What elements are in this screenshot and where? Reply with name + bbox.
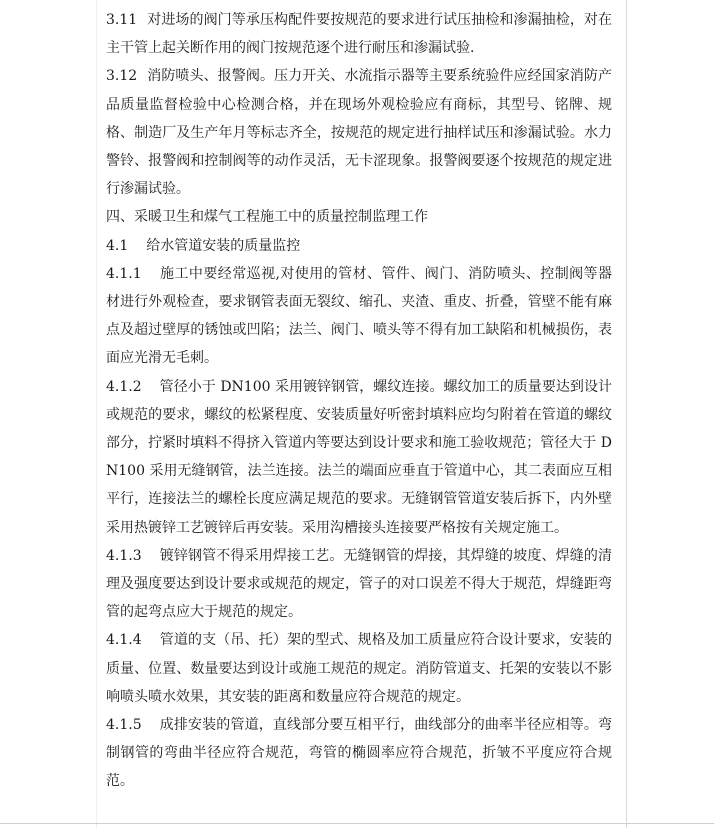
paragraph-4-1-1 <box>106 260 612 373</box>
page-bottom-edge <box>0 823 714 824</box>
section-number: 3.12 <box>106 68 138 85</box>
section-number: 4.1.5 <box>106 717 142 734</box>
paragraph-text: 消防喷头、报警阀。压力开关、水流指示器等主要系统验件应经国家消防产品质量监督检验中心检测合格，并在现场外观检验应有商标，其型号、铭牌、规格、制造厂及生产年月等标志齐全，按规范的规定进行抽样试压和渗漏试验。水力警铃、报警阀和控制阀等的动作灵活，无卡涩现象。报警阀要逐个按规范的规定进行渗漏试验。 <box>106 68 612 198</box>
section-heading-4 <box>106 203 612 231</box>
paragraph-text: 对进场的阀门等承压构配件要按规范的要求进行试压抽检和渗漏抽检，对在主干管上起关断作用的阀门按规范逐个进行耐压和渗漏试验. <box>106 12 612 57</box>
heading-text: 四、采暖卫生和煤气工程施工中的质量控制监理工作 <box>106 209 428 226</box>
section-number: 4.1 <box>106 237 129 254</box>
paragraph-text: 镀锌钢管不得采用焊接工艺。无缝钢管的焊接，其焊缝的坡度、焊缝的清理及强度要达到设计要求或规范的规定，管子的对口误差不得大于规范，焊缝距弯管的起弯点应大于规范的规定。 <box>106 547 612 621</box>
section-number: 4.1.2 <box>106 378 142 395</box>
paragraph-3-11 <box>106 6 612 62</box>
paragraph-text: 管道的支（吊、托）架的型式、规格及加工质量应符合设计要求，安装的质量、位置、数量要达到设计或施工规范的规定。消防管道支、托架的安装以不影响喷头喷水效果，其安装的距离和数量应符合规范的规定。 <box>106 632 612 705</box>
section-number: 4.1.1 <box>106 265 142 282</box>
section-number: 4.1.4 <box>106 632 142 649</box>
section-number: 4.1.3 <box>106 547 142 564</box>
page-margin-guide-right <box>626 0 627 828</box>
paragraph-4-1-3 <box>106 542 612 627</box>
section-number: 3.11 <box>106 12 138 28</box>
subheading-4-1 <box>106 232 612 260</box>
paragraph-4-1-4 <box>106 626 612 711</box>
page-margin-guide-left <box>96 0 97 828</box>
paragraph-4-1-5 <box>106 711 612 796</box>
paragraph-text: 成排安装的管道，直线部分要互相平行，曲线部分的曲率半径应相等。弯制钢管的弯曲半径应符合规范，弯管的椭圆率应符合规范，折皱不平度应符合规范。 <box>106 717 612 790</box>
subheading-text: 给水管道安装的质量监控 <box>146 237 301 254</box>
paragraph-4-1-2 <box>106 373 612 542</box>
paragraph-text: 管径小于 DN100 采用镀锌钢管，螺纹连接。螺纹加工的质量要达到设计或规范的要求，螺纹的松紧程度、安装质量好听密封填料应均匀附着在管道的螺纹部分，拧紧时填料不得挤入管道内等要达到设计要求和施工验收规范；管径大于 DN100 采用无缝钢管，法兰连接。法兰的端面应垂直于管道中心，其二表面应互相平行，连接法兰的螺栓长度应满足规范的要求。无缝钢管管道安装后拆下，内外壁采用热镀锌工艺镀锌后再安装。采用沟槽接头连接要严格按有关规定施工。 <box>106 378 612 536</box>
paragraph-3-12 <box>106 62 612 203</box>
document-body[interactable] <box>106 6 612 796</box>
paragraph-text: 施工中要经常巡视,对使用的管材、管件、阀门、消防喷头、控制阀等器材进行外观检查，要求钢管表面无裂纹、缩孔、夹渣、重皮、折叠，管壁不能有麻点及超过壁厚的锈蚀或凹陷；法兰、阀门、喷头等不得有加工缺陷和机械损伤，表面应光滑无毛刺。 <box>106 265 612 367</box>
